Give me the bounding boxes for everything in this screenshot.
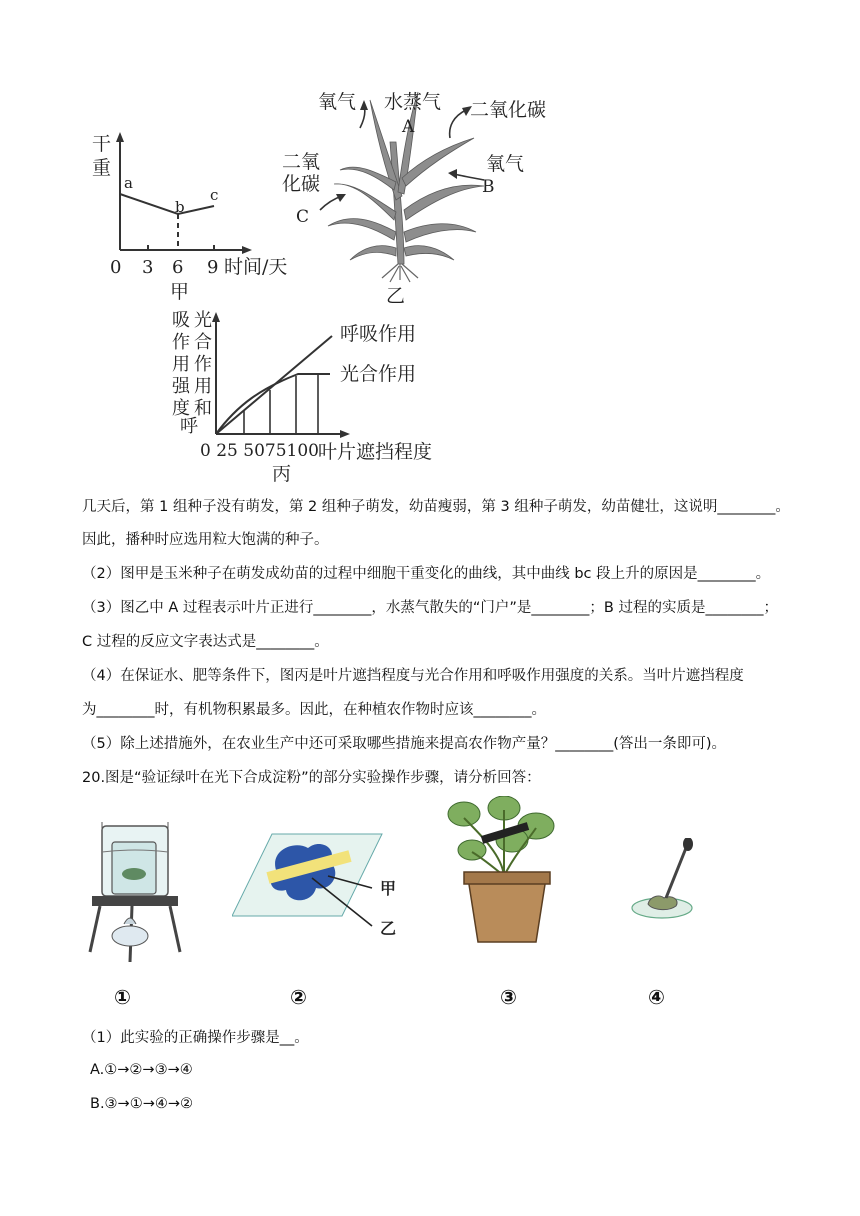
sub-question-1: （1）此实验的正确操作步骤是__。 — [82, 1030, 309, 1046]
figure-jia-ylabel-2: 重 — [92, 157, 112, 179]
figure-jia-point-b: b — [175, 198, 185, 216]
svg-text:作: 作 — [194, 354, 212, 375]
figure-yi-oxygen-right: 氧气 — [486, 153, 525, 175]
figure-yi-co2-left-line1: 二氧 — [282, 151, 321, 173]
question-20-title: 20.图是“验证绿叶在光下合成淀粉”的部分实验操作步骤，请分析回答： — [82, 770, 541, 786]
figure-bing-xlabel: 叶片遮挡程度 — [318, 441, 433, 463]
figure-yi-oxygen-top: 氧气 — [318, 91, 357, 113]
step-label-4: ④ — [648, 985, 665, 1009]
figure-jia-curve — [120, 194, 214, 214]
option-A: A.①→②→③→④ — [90, 1062, 193, 1078]
figure-bing-resp-label: 呼吸作用 — [340, 323, 417, 345]
figure-jia-point-c: c — [210, 186, 219, 204]
question-4-line-2: 为________时，有机物积累最多。因此，在种植农作物时应该________。 — [82, 702, 546, 718]
question-2: （2）图甲是玉米种子在萌发成幼苗的过程中细胞干重变化的曲线，其中曲线 bc 段上升的原因是________。 — [82, 566, 771, 582]
figure-bing-y-arrow — [212, 312, 220, 322]
svg-text:作: 作 — [172, 332, 190, 353]
question-4-line-1: （4）在保证水、肥等条件下，图丙是叶片遮挡程度与光合作用和呼吸作用强度的关系。当叶片遮挡程度 — [82, 668, 744, 684]
svg-text:和: 和 — [194, 398, 212, 419]
step-label-3: ③ — [500, 985, 517, 1009]
svg-text:强: 强 — [172, 376, 190, 397]
svg-text:光: 光 — [194, 310, 212, 331]
question-3-line-1: （3）图乙中 A 过程表示叶片正进行________，水蒸气散失的“门户”是________；B 过程的实质是________； — [82, 600, 778, 616]
figure-jia-point-a: a — [124, 174, 133, 192]
figure-yi-label-B: B — [482, 177, 495, 197]
option-B: B.③→①→④→② — [90, 1096, 194, 1112]
figure-bing-ylabel — [172, 310, 212, 437]
figure-jia-xlabel: 时间/天 — [224, 256, 288, 278]
figure-jia-ylabel-1: 干 — [92, 133, 112, 155]
figure-yi-label-A: A — [402, 117, 415, 137]
figure-bing-shading-chart — [168, 308, 458, 488]
figure-bing-x-arrow — [340, 430, 350, 438]
step-label-1: ① — [114, 985, 131, 1009]
step-1-water-bath-illustration — [82, 812, 192, 972]
question-5: （5）除上述措施外，在农业生产中还可采取哪些措施来提高农作物产量？________(答出一条即可)。 — [82, 736, 727, 752]
figure-bing-caption: 丙 — [272, 463, 292, 485]
step-2-label-jia: 甲 — [380, 879, 397, 898]
figure-bing-photosynthesis-curve — [216, 374, 330, 434]
figure-yi-caption: 乙 — [386, 285, 406, 307]
svg-text:呼: 呼 — [180, 416, 198, 437]
figure-yi-vapor: 水蒸气 — [384, 91, 442, 113]
svg-text:度: 度 — [172, 398, 190, 419]
svg-text:用: 用 — [194, 376, 212, 397]
svg-text:合: 合 — [194, 332, 212, 353]
figure-jia-tick-3: 3 — [142, 257, 154, 278]
step-4-iodine-dropper-illustration — [626, 838, 706, 928]
step-2-label-yi: 乙 — [380, 919, 397, 938]
figure-jia-dry-weight-chart — [80, 130, 310, 310]
text-line-1: 几天后，第 1 组种子没有萌发，第 2 组种子萌发，幼苗瘦弱，第 3 组种子萌发，幼苗健壮，这说明________。 — [82, 499, 790, 515]
figure-yi-label-C: C — [296, 207, 310, 227]
corn-roots — [382, 264, 418, 282]
text-line-2: 因此，播种时应选用粒大饱满的种子。 — [82, 532, 329, 548]
figure-yi-co2-left-line2: 化碳 — [282, 173, 321, 195]
svg-text:吸: 吸 — [172, 310, 190, 331]
step-label-2: ② — [290, 985, 307, 1009]
figure-yi-plant-diagram — [278, 82, 568, 307]
figure-jia-caption: 甲 — [170, 281, 190, 303]
question-3-line-2: C 过程的反应文字表达式是________。 — [82, 634, 329, 650]
step-2-leaf-slide-illustration — [232, 830, 422, 950]
figure-bing-ticks: 0 25 5075100 — [200, 441, 319, 461]
figure-jia-y-arrow — [116, 132, 124, 142]
figure-bing-photo-label: 光合作用 — [340, 363, 417, 385]
figure-yi-co2-right: 二氧化碳 — [470, 99, 547, 121]
svg-text:用: 用 — [172, 354, 190, 375]
step-3-potted-plant-illustration — [442, 796, 572, 946]
figure-jia-tick-9: 9 — [207, 257, 219, 278]
figure-jia-tick-6: 6 — [172, 257, 184, 278]
figure-jia-x-arrow — [242, 246, 252, 254]
figure-jia-tick-0: 0 — [110, 257, 122, 278]
